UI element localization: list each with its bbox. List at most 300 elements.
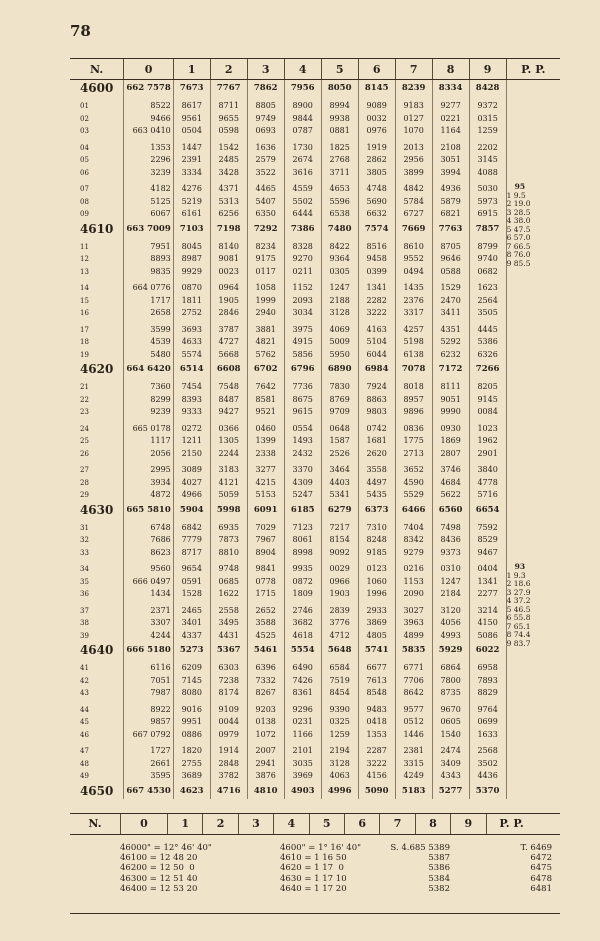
log-value-7: 3963 (395, 617, 432, 630)
pp-line: 6 57.0 (506, 233, 531, 242)
log-value-2: 8810 (210, 547, 247, 560)
table-row (70, 253, 560, 266)
log-value-6: 5690 (358, 196, 395, 209)
log-value-5: 8994 (321, 100, 358, 113)
footer-column-header: N. (88, 817, 102, 830)
log-value-8: 0605 (432, 716, 469, 729)
log-value-1: 9016 (173, 704, 210, 717)
log-value-6: 3222 (358, 307, 395, 320)
log-value-4: 0231 (284, 716, 321, 729)
pp-line: 4 37.2 (506, 596, 531, 605)
log-value-9: 1962 (469, 435, 506, 448)
log-value-4: 9615 (284, 406, 321, 419)
table-row (70, 394, 560, 407)
log-value-2: 8174 (210, 687, 247, 700)
log-value-2: 3787 (210, 324, 247, 337)
pp-line: 2 19.0 (506, 199, 531, 208)
footer-line: S. 4.685 5389 (390, 843, 450, 853)
log-value-3: 4525 (247, 630, 284, 643)
log-value-7: 0127 (395, 113, 432, 126)
log-value-9: 2901 (469, 448, 506, 461)
log-value-7: 5183 (395, 783, 432, 799)
footer-column-header: P. P. (486, 814, 537, 834)
log-value-7: 2090 (395, 588, 432, 601)
log-value-2: 4431 (210, 630, 247, 643)
log-value-1: 7673 (173, 80, 210, 97)
log-value-3: 1058 (247, 282, 284, 295)
log-value-3: 0460 (247, 423, 284, 436)
log-value-1: 7103 (173, 221, 210, 237)
pp-cell (506, 576, 560, 589)
table-row (70, 307, 560, 320)
column-header: N. (70, 59, 124, 80)
log-value-8: 4343 (432, 770, 469, 783)
row-number: 26 (80, 449, 89, 458)
row-number: 35 (80, 577, 89, 586)
footer-column-header: 1 (167, 814, 202, 834)
log-value-3: 8267 (247, 687, 284, 700)
log-value-4: 3035 (284, 758, 321, 771)
footer-line: 5382 (428, 883, 450, 894)
log-value-8: 1164 (432, 125, 469, 138)
log-value-2: 5998 (210, 502, 247, 518)
row-number: 15 (80, 296, 89, 305)
log-value-0: 1117 (124, 435, 173, 448)
log-value-1: 9951 (173, 716, 210, 729)
log-value-0: 7051 (124, 675, 173, 688)
pp-cell (506, 125, 560, 138)
log-value-0: 664 0776 (124, 282, 173, 295)
log-value-2: 2558 (210, 605, 247, 618)
log-value-6: 2862 (358, 154, 395, 167)
log-value-8: 8334 (432, 80, 469, 97)
log-value-7: 3899 (395, 167, 432, 180)
log-value-9: 5370 (469, 783, 506, 799)
column-header: 9 (469, 59, 506, 80)
log-value-4: 4915 (284, 336, 321, 349)
log-value-8: 8705 (432, 241, 469, 254)
log-value-1: 2755 (173, 758, 210, 771)
log-value-4: 9844 (284, 113, 321, 126)
log-value-3: 4810 (247, 783, 284, 799)
pp-cell (506, 617, 560, 630)
log-value-7: 5835 (395, 642, 432, 658)
table-row (70, 196, 560, 209)
log-value-8: 3411 (432, 307, 469, 320)
log-value-4: 8675 (284, 394, 321, 407)
log-value-4: 3969 (284, 770, 321, 783)
log-value-2: 2846 (210, 307, 247, 320)
pp-cell (506, 361, 560, 377)
row-number: 06 (80, 168, 89, 177)
log-value-5: 5648 (321, 642, 358, 658)
footer-header-row (70, 813, 560, 835)
log-value-8: 9646 (432, 253, 469, 266)
log-value-1: 4623 (173, 783, 210, 799)
log-value-4: 4903 (284, 783, 321, 799)
pp-cell (506, 266, 560, 279)
log-value-8: 7763 (432, 221, 469, 237)
log-value-5: 3464 (321, 464, 358, 477)
log-value-3: 3522 (247, 167, 284, 180)
row-number: 38 (80, 619, 89, 627)
log-value-6: 8548 (358, 687, 395, 700)
log-value-7: 3315 (395, 758, 432, 771)
log-value-5: 8050 (321, 80, 358, 97)
log-value-4: 6444 (284, 208, 321, 221)
log-value-0: 5480 (124, 349, 173, 362)
log-value-6: 0742 (358, 423, 395, 436)
log-value-1: 1528 (173, 588, 210, 601)
pp-cell (506, 547, 560, 560)
pp-cell (506, 208, 560, 221)
log-value-1: 7454 (173, 381, 210, 394)
log-value-5: 3711 (321, 167, 358, 180)
row-number: 34 (80, 565, 89, 573)
log-value-0: 2658 (124, 307, 173, 320)
log-value-4: 3682 (284, 617, 321, 630)
pp-cell (506, 241, 560, 254)
table-row (70, 464, 560, 477)
footer-line: 4610 = 1 16 50 (280, 853, 347, 864)
log-value-9: 6654 (469, 502, 506, 518)
log-value-5: 0966 (321, 576, 358, 589)
column-header: 7 (395, 59, 432, 80)
log-value-7: 5198 (395, 336, 432, 349)
log-value-9: 2202 (469, 142, 506, 155)
log-value-9: 0699 (469, 716, 506, 729)
log-value-2: 2848 (210, 758, 247, 771)
log-value-5: 9092 (321, 547, 358, 560)
log-value-7: 6727 (395, 208, 432, 221)
footer-line: 6475 (530, 863, 552, 874)
log-value-5: 7480 (321, 221, 358, 237)
log-value-8: 0588 (432, 266, 469, 279)
log-value-1: 5904 (173, 502, 210, 518)
row-number: 29 (80, 491, 89, 499)
log-value-6: 5741 (358, 642, 395, 658)
log-value-3: 9203 (247, 704, 284, 717)
log-value-9: 4436 (469, 770, 506, 783)
row-number: 12 (80, 255, 89, 263)
log-value-9: 5716 (469, 489, 506, 502)
log-value-0: 3239 (124, 167, 173, 180)
log-value-5: 2526 (321, 448, 358, 461)
log-value-8: 9990 (432, 406, 469, 419)
log-value-1: 8617 (173, 100, 210, 113)
log-value-0: 3599 (124, 324, 173, 337)
table-row (70, 758, 560, 771)
pp-cell (506, 142, 560, 155)
log-value-8: 0930 (432, 423, 469, 436)
log-value-5: 7830 (321, 381, 358, 394)
log-value-2: 0598 (210, 125, 247, 138)
log-value-8: 7800 (432, 675, 469, 688)
log-value-7: 9183 (395, 100, 432, 113)
log-value-0: 666 5180 (124, 642, 173, 658)
log-value-1: 4027 (173, 477, 210, 490)
pp-cell (506, 448, 560, 461)
log-value-9: 7592 (469, 522, 506, 535)
pp-cell (506, 675, 560, 688)
row-number: 4650 (79, 783, 114, 798)
log-value-7: 1070 (395, 125, 432, 138)
log-value-9: 4150 (469, 617, 506, 630)
row-number: 25 (80, 437, 89, 445)
log-value-0: 6067 (124, 208, 173, 221)
log-value-2: 2244 (210, 448, 247, 461)
log-value-1: 0504 (173, 125, 210, 138)
log-value-5: 4653 (321, 183, 358, 196)
log-value-0: 1717 (124, 295, 173, 308)
log-value-7: 7404 (395, 522, 432, 535)
footer-t-values (490, 843, 552, 894)
log-value-3: 5461 (247, 642, 284, 658)
log-value-0: 665 0178 (124, 423, 173, 436)
log-value-3: 9521 (247, 406, 284, 419)
log-value-3: 5407 (247, 196, 284, 209)
log-value-1: 4633 (173, 336, 210, 349)
table-row (70, 477, 560, 490)
log-value-3: 1715 (247, 588, 284, 601)
pp-cell (506, 477, 560, 490)
pp-cell (506, 588, 560, 601)
log-value-4: 7123 (284, 522, 321, 535)
log-value-4: 8900 (284, 100, 321, 113)
log-value-1: 2465 (173, 605, 210, 618)
log-value-4: 1166 (284, 729, 321, 742)
log-value-4: 1493 (284, 435, 321, 448)
log-value-2: 6935 (210, 522, 247, 535)
log-value-1: 2150 (173, 448, 210, 461)
log-value-0: 663 0410 (124, 125, 173, 138)
row-number: 07 (80, 185, 89, 193)
log-value-8: 3120 (432, 605, 469, 618)
log-value-7: 7078 (395, 361, 432, 377)
pp-line: 9 83.7 (506, 638, 531, 648)
log-value-2: 3782 (210, 770, 247, 783)
log-value-5: 6538 (321, 208, 358, 221)
log-value-5: 8422 (321, 241, 358, 254)
log-value-2: 4716 (210, 783, 247, 799)
log-value-3: 5762 (247, 349, 284, 362)
log-value-7: 5784 (395, 196, 432, 209)
log-value-2: 3428 (210, 167, 247, 180)
log-value-9: 0315 (469, 113, 506, 126)
footer-column-header: 0 (120, 814, 167, 834)
row-number: 14 (80, 284, 89, 292)
row-number: 23 (80, 408, 89, 416)
log-value-9: 2568 (469, 745, 506, 758)
row-number: 24 (80, 424, 89, 433)
row-number: 48 (80, 759, 89, 768)
log-value-7: 8957 (395, 394, 432, 407)
column-header: 2 (210, 59, 247, 80)
log-value-0: 4182 (124, 183, 173, 196)
log-value-0: 8522 (124, 100, 173, 113)
log-value-7: 9279 (395, 547, 432, 560)
log-value-5: 3128 (321, 758, 358, 771)
log-value-8: 2184 (432, 588, 469, 601)
log-value-0: 9857 (124, 716, 173, 729)
log-value-7: 0216 (395, 563, 432, 576)
log-value-1: 3693 (173, 324, 210, 337)
log-value-6: 1919 (358, 142, 395, 155)
pp-cell (506, 489, 560, 502)
footer-line: 6472 (530, 853, 552, 864)
log-value-3: 6396 (247, 662, 284, 675)
pp-cell (506, 745, 560, 758)
log-value-4: 2674 (284, 154, 321, 167)
log-value-5: 4712 (321, 630, 358, 643)
log-value-3: 1636 (247, 142, 284, 155)
log-value-6: 1353 (358, 729, 395, 742)
log-value-9: 9145 (469, 394, 506, 407)
log-value-8: 6560 (432, 502, 469, 518)
pp-cell (506, 295, 560, 308)
table-row (70, 221, 560, 237)
log-value-7: 0836 (395, 423, 432, 436)
log-value-6: 5090 (358, 783, 395, 799)
log-value-8: 5292 (432, 336, 469, 349)
log-value-4: 2746 (284, 605, 321, 618)
log-value-4: 1152 (284, 282, 321, 295)
pp-cell (506, 221, 560, 237)
log-value-5: 4996 (321, 783, 358, 799)
log-value-1: 8393 (173, 394, 210, 407)
log-value-2: 5059 (210, 489, 247, 502)
pp-cell (506, 113, 560, 126)
footer-column-header: 6 (344, 814, 379, 834)
log-value-1: 6209 (173, 662, 210, 675)
pp-cell (506, 282, 560, 295)
log-value-1: 5273 (173, 642, 210, 658)
table-row (70, 448, 560, 461)
pp-line: 93 (514, 562, 526, 571)
log-value-2: 9655 (210, 113, 247, 126)
footer-line: 4630 = 1 17 10 (280, 873, 347, 884)
log-value-9: 9740 (469, 253, 506, 266)
log-value-2: 6608 (210, 361, 247, 377)
log-value-1: 0591 (173, 576, 210, 589)
log-value-5: 0648 (321, 423, 358, 436)
pp-line: 3 27.9 (506, 587, 531, 597)
log-value-7: 4842 (395, 183, 432, 196)
log-value-2: 5668 (210, 349, 247, 362)
table-row (70, 406, 560, 419)
log-value-0: 8299 (124, 394, 173, 407)
pp-cell (506, 522, 560, 535)
log-value-9: 2564 (469, 295, 506, 308)
log-value-7: 2713 (395, 448, 432, 461)
log-value-4: 5502 (284, 196, 321, 209)
log-value-3: 3876 (247, 770, 284, 783)
log-value-0: 665 5810 (124, 502, 173, 518)
log-value-5: 3776 (321, 617, 358, 630)
footer-column-header: 7 (379, 814, 414, 834)
log-value-8: 5929 (432, 642, 469, 658)
log-value-8: 3746 (432, 464, 469, 477)
table-row (70, 336, 560, 349)
log-value-3: 0693 (247, 125, 284, 138)
footer-column-header: 5 (309, 814, 344, 834)
log-value-0: 662 7578 (124, 80, 173, 97)
log-value-5: 7217 (321, 522, 358, 535)
table-row (70, 361, 560, 377)
log-value-6: 9483 (358, 704, 395, 717)
pp-line: 8 76.0 (506, 250, 531, 259)
log-value-0: 2296 (124, 154, 173, 167)
log-value-1: 6842 (173, 522, 210, 535)
log-value-2: 6303 (210, 662, 247, 675)
log-value-0: 7360 (124, 381, 173, 394)
footer-bottom-rule (70, 913, 560, 914)
row-number: 4630 (79, 502, 114, 517)
log-value-0: 667 0792 (124, 729, 173, 742)
row-number: 22 (80, 395, 89, 404)
log-value-3: 8805 (247, 100, 284, 113)
log-value-1: 5219 (173, 196, 210, 209)
log-value-3: 2940 (247, 307, 284, 320)
log-value-6: 5104 (358, 336, 395, 349)
log-value-4: 6796 (284, 361, 321, 377)
column-header: 3 (247, 59, 284, 80)
log-value-6: 0123 (358, 563, 395, 576)
footer-column-header: 3 (238, 814, 273, 834)
log-value-5: 6584 (321, 662, 358, 675)
log-value-6: 0418 (358, 716, 395, 729)
log-value-2: 4727 (210, 336, 247, 349)
log-value-6: 6373 (358, 502, 395, 518)
log-value-2: 2485 (210, 154, 247, 167)
log-value-6: 1341 (358, 282, 395, 295)
log-value-2: 9427 (210, 406, 247, 419)
log-value-7: 6771 (395, 662, 432, 675)
log-value-4: 3370 (284, 464, 321, 477)
log-value-1: 8080 (173, 687, 210, 700)
log-value-1: 4337 (173, 630, 210, 643)
log-value-3: 2579 (247, 154, 284, 167)
log-value-8: 1247 (432, 576, 469, 589)
footer-line: 4600" = 1° 16' 40" (280, 843, 362, 853)
log-value-0: 3934 (124, 477, 173, 490)
log-value-2: 7873 (210, 534, 247, 547)
log-value-6: 9458 (358, 253, 395, 266)
log-value-1: 1811 (173, 295, 210, 308)
log-value-7: 5529 (395, 489, 432, 502)
log-value-7: 1153 (395, 576, 432, 589)
log-value-7: 6466 (395, 502, 432, 518)
pp-line: 4 38.0 (506, 216, 531, 225)
log-value-7: 4899 (395, 630, 432, 643)
log-value-8: 3409 (432, 758, 469, 771)
row-number: 49 (80, 772, 89, 780)
log-value-9: 4445 (469, 324, 506, 337)
log-value-7: 4249 (395, 770, 432, 783)
log-value-9: 5973 (469, 196, 506, 209)
log-value-9: 1259 (469, 125, 506, 138)
footer-line: T. 6469 (520, 843, 552, 853)
log-value-1: 0886 (173, 729, 210, 742)
log-value-8: 1529 (432, 282, 469, 295)
log-value-5: 9938 (321, 113, 358, 126)
log-value-6: 0032 (358, 113, 395, 126)
column-header: 0 (124, 59, 173, 80)
pp-cell (506, 336, 560, 349)
log-value-3: 4215 (247, 477, 284, 490)
log-value-5: 0305 (321, 266, 358, 279)
log-value-8: 6232 (432, 349, 469, 362)
